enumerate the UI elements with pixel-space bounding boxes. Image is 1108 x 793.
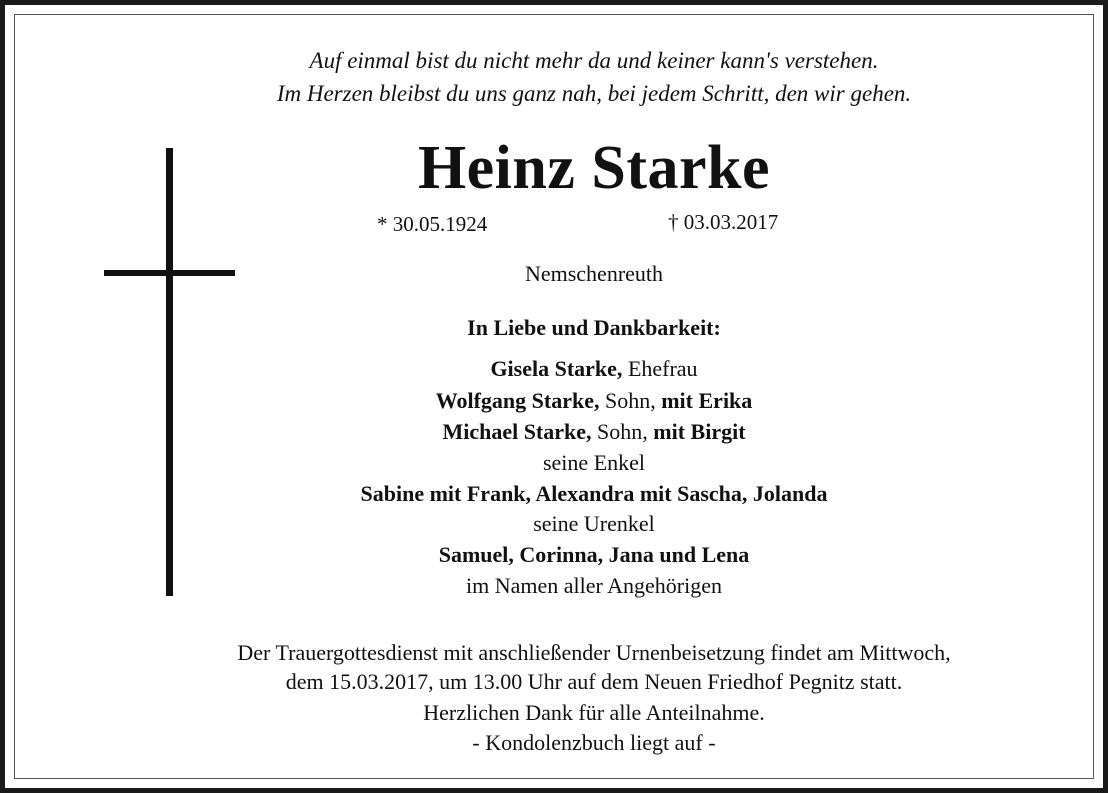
grandchildren-names (40, 483, 1108, 505)
mourner-relation: Ehefrau (622, 356, 698, 381)
relatives-line: im Namen aller Angehörigen (466, 573, 722, 598)
mourners-heading: In Liebe und Dankbarkeit: (467, 315, 721, 340)
place-of-residence: Nemschenreuth (524, 261, 664, 286)
mourner-relation: Sohn, (591, 419, 654, 444)
mourner-relation: Sohn, (599, 388, 662, 413)
mourner-son-1 (40, 390, 1108, 412)
mourner-son-2 (40, 421, 1108, 443)
service-line-2: dem 15.03.2017, um 13.00 Uhr auf dem Neuen Friedhof Pegnitz statt. (285, 669, 903, 694)
service-line-1: Der Trauergottesdienst mit anschließender Urnenbeisetzung findet am Mittwoch, (237, 640, 951, 665)
mourner-wife (40, 358, 1108, 380)
birth-date: * 30.05.1924 (377, 212, 488, 236)
condolence-book-note: - Kondolenzbuch liegt auf - (472, 730, 716, 755)
death-date: † 03.03.2017 (668, 210, 779, 234)
greatgrandchildren-label: seine Urenkel (533, 511, 655, 536)
grandchildren-list: Sabine mit Frank, Alexandra mit Sascha, Jolanda (360, 481, 828, 506)
mourner-name: Gisela Starke, (490, 356, 623, 381)
greatgrandchildren-list: Samuel, Corinna, Jana und Lena (438, 542, 750, 567)
greatgrandchildren-names (40, 544, 1108, 566)
verse-line-2: Im Herzen bleibst du uns ganz nah, bei jedem Schritt, den wir gehen. (276, 81, 912, 106)
grandchildren-label: seine Enkel (542, 450, 646, 475)
mourner-name: Wolfgang Starke, (435, 388, 600, 413)
mourner-partner: mit Birgit (653, 419, 746, 444)
mourner-name: Michael Starke, (442, 419, 592, 444)
deceased-name: Heinz Starke (417, 134, 771, 202)
verse-line-1: Auf einmal bist du nicht mehr da und keiner kann's verstehen. (309, 48, 879, 73)
thanks-line: Herzlichen Dank für alle Anteilnahme. (423, 700, 765, 725)
mourner-partner: mit Erika (661, 388, 753, 413)
